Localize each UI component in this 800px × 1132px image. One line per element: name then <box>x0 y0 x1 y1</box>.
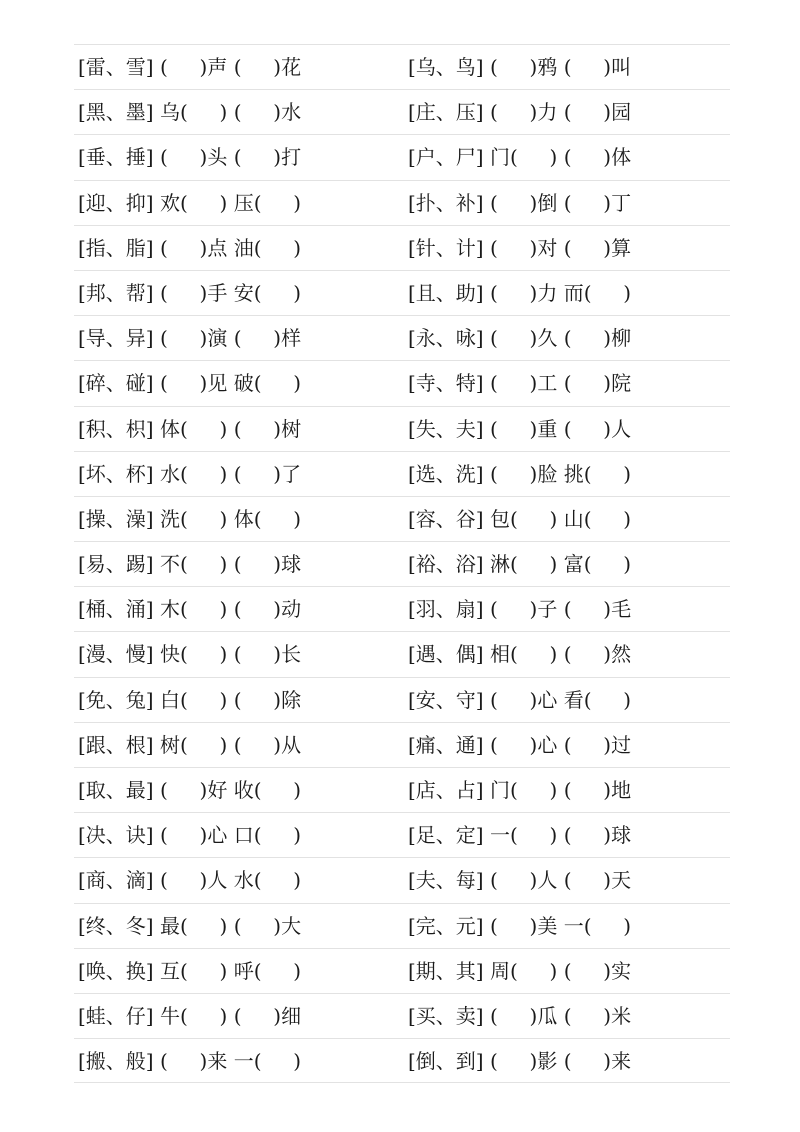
exercise-item: [容、谷] 包( ) 山( ) <box>408 506 632 531</box>
exercise-row <box>74 225 730 270</box>
exercise-row <box>74 541 730 586</box>
exercise-row <box>74 767 730 812</box>
exercise-item: [坏、杯] 水( ) ( )了 <box>78 461 302 486</box>
exercise-item: [桶、涌] 木( ) ( )动 <box>78 597 302 622</box>
exercise-item: [针、计] ( )对 ( )算 <box>408 235 632 260</box>
exercise-item: [失、夫] ( )重 ( )人 <box>408 416 632 441</box>
exercise-item: [羽、扇] ( )子 ( )毛 <box>408 597 632 622</box>
exercise-row <box>74 360 730 405</box>
exercise-item: [安、守] ( )心 看( ) <box>408 687 632 712</box>
exercise-item: [店、占] 门( ) ( )地 <box>408 778 632 802</box>
exercise-item: [庄、压] ( )力 ( )园 <box>408 100 632 125</box>
exercise-item: [唤、换] 互( ) 呼( ) <box>78 958 302 983</box>
exercise-item: [取、最] ( )好 收( ) <box>78 778 302 802</box>
exercise-item: [且、助] ( )力 而( ) <box>408 280 632 305</box>
exercise-item: [黑、墨] 乌( ) ( )水 <box>78 100 302 125</box>
exercise-item: [期、其] 周( ) ( )实 <box>408 958 632 983</box>
exercise-item: [遇、偶] 相( ) ( )然 <box>408 642 632 667</box>
exercise-item: [漫、慢] 快( ) ( )长 <box>78 642 302 667</box>
exercise-item: [扑、补] ( )倒 ( )丁 <box>408 190 632 215</box>
exercise-row <box>74 406 730 451</box>
exercise-item: [户、尸] 门( ) ( )体 <box>408 145 632 170</box>
exercise-item: [永、咏] ( )久 ( )柳 <box>408 326 632 351</box>
exercise-item: [导、异] ( )演 ( )样 <box>78 326 302 351</box>
exercise-item: [终、冬] 最( ) ( )大 <box>78 913 302 938</box>
exercise-row <box>74 812 730 857</box>
exercise-row <box>74 677 730 722</box>
exercise-item: [寺、特] ( )工 ( )院 <box>408 371 632 396</box>
exercise-row <box>74 180 730 225</box>
exercise-row <box>74 722 730 767</box>
exercise-item: [决、诀] ( )心 口( ) <box>78 823 302 848</box>
exercise-row <box>74 496 730 541</box>
exercise-sheet <box>74 44 730 1083</box>
exercise-row <box>74 993 730 1038</box>
exercise-item: [积、枳] 体( ) ( )树 <box>78 416 302 441</box>
exercise-row <box>74 451 730 496</box>
exercise-item: [雷、雪] ( )声 ( )花 <box>78 55 302 79</box>
exercise-item: [搬、般] ( )来 一( ) <box>78 1049 302 1074</box>
exercise-item: [痛、通] ( )心 ( )过 <box>408 732 632 757</box>
exercise-item: [乌、鸟] ( )鸦 ( )叫 <box>408 55 632 79</box>
exercise-item: [商、滴] ( )人 水( ) <box>78 868 302 893</box>
exercise-item: [邦、帮] ( )手 安( ) <box>78 280 302 305</box>
exercise-item: [指、脂] ( )点 油( ) <box>78 235 302 260</box>
exercise-item: [免、兔] 白( ) ( )除 <box>78 687 302 712</box>
exercise-row <box>74 270 730 315</box>
exercise-row <box>74 903 730 948</box>
exercise-row <box>74 857 730 902</box>
exercise-item: [操、澡] 洗( ) 体( ) <box>78 506 302 531</box>
exercise-row <box>74 315 730 360</box>
exercise-item: [碎、碰] ( )见 破( ) <box>78 371 302 396</box>
exercise-item: [蛙、仔] 牛( ) ( )细 <box>78 1003 302 1028</box>
exercise-item: [垂、捶] ( )头 ( )打 <box>78 145 302 170</box>
exercise-item: [完、元] ( )美 一( ) <box>408 913 632 938</box>
exercise-item: [买、卖] ( )瓜 ( )米 <box>408 1003 632 1028</box>
exercise-item: [夫、每] ( )人 ( )天 <box>408 868 632 893</box>
exercise-item: [足、定] 一( ) ( )球 <box>408 823 632 848</box>
exercise-row <box>74 89 730 134</box>
exercise-item: [迎、抑] 欢( ) 压( ) <box>78 190 302 215</box>
exercise-item: [倒、到] ( )影 ( )来 <box>408 1049 632 1074</box>
exercise-row <box>74 134 730 179</box>
exercise-item: [跟、根] 树( ) ( )从 <box>78 732 302 757</box>
exercise-row <box>74 1038 730 1083</box>
exercise-row <box>74 631 730 676</box>
exercise-item: [裕、浴] 淋( ) 富( ) <box>408 552 632 577</box>
exercise-item: [选、洗] ( )脸 挑( ) <box>408 461 632 486</box>
exercise-row <box>74 586 730 631</box>
exercise-row <box>74 44 730 89</box>
exercise-item: [易、踢] 不( ) ( )球 <box>78 552 302 577</box>
exercise-row <box>74 948 730 993</box>
